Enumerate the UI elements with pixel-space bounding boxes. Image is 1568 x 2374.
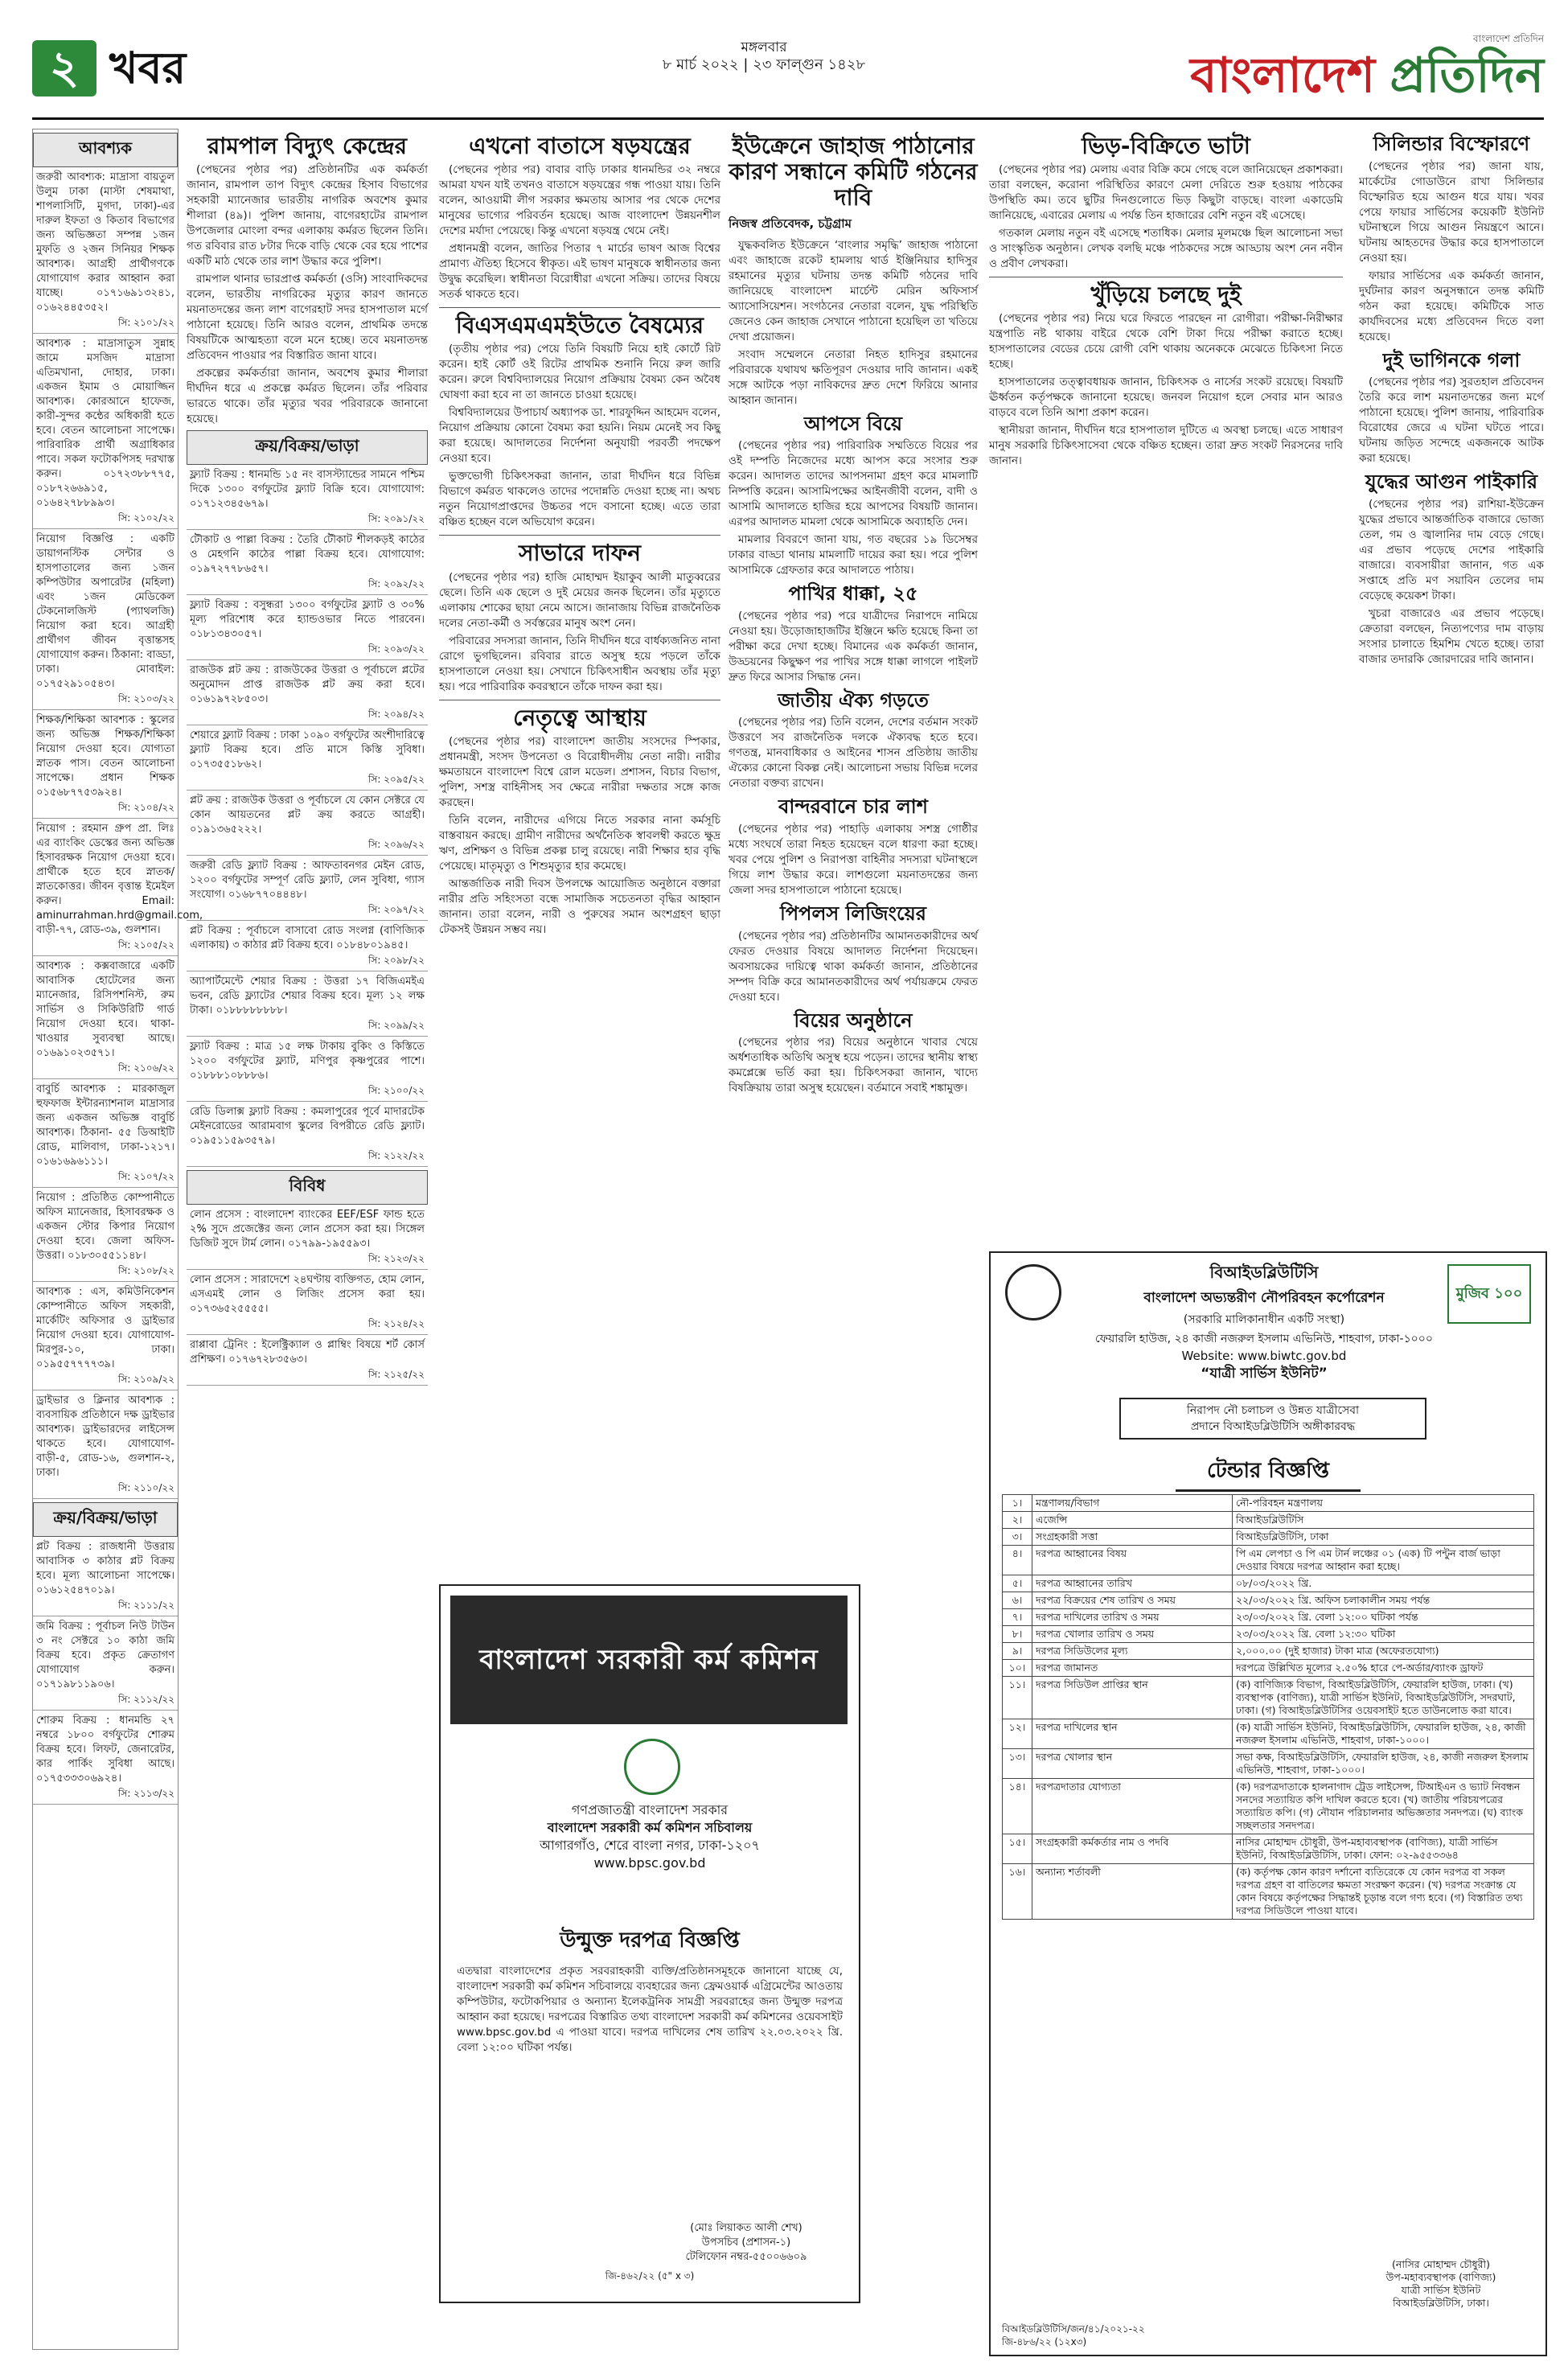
- row-label: অন্যান্য শর্তাবলী: [1032, 1864, 1233, 1920]
- paragraph: স্থানীয়রা জানান, দীর্ঘদিন ধরে হাসপাতাল দুটিতে এ অবস্থা চলছে। এতে সাধারণ মানুষ সরকারি চিকিৎসাসেবা থেকে বঞ্চিত হচ্ছেন। তারা দ্রুত সংকট নিরসনের দাবি জানান।: [989, 424, 1343, 468]
- classified-ad-text: শোরুম বিক্রয় : ধানমন্ডি ২৭ নম্বরে ১৮০০ বর্গফুটের শোরুম বিক্রয় হবে। লিফট, জেনারেটর, কার পার্কিং সুবিধা আছে। ০১৭৫৩৩৩০৬৯২৪।: [36, 1715, 174, 1785]
- story-body: [439, 162, 720, 302]
- classified-ad-code: সি: ২১০০/২২: [367, 1085, 425, 1097]
- page-number: ২: [32, 40, 96, 97]
- classified-ad-text: অ্যাপার্টমেন্টে শেয়ার বিক্রয় : উত্তরা ১৭ বিজিএমইএ ভবন, রেডি ফ্ল্যাটের শেয়ার বিক্রয় হবে। মূল্য ১২ লক্ষ টাকা। ০১৮৮৮৮৮৮৮৮।: [190, 975, 425, 1017]
- org-address: ফেয়ারলি হাউজ, ২৪ কাজী নজরুল ইসলাম এভিনিউ, শাহবাগ, ঢাকা-১০০০: [1095, 1333, 1433, 1345]
- paragraph: (পেছনের পৃষ্ঠার পর) হাজি মোহাম্মদ ইয়াকুব আলী মাতুব্বরের ছেলে। তিনি এক ছেলে ও দুই মেয়ের জনক ছিলেন। তাঁর মৃত্যুতে এলাকায় শোকের ছায়া নেমে আসে। জানাজায় বিভিন্ন রাজনৈতিক দলের নেতা-কর্মী ও সর্বস্তরের মানুষ অংশ নেন।: [439, 570, 720, 630]
- row-value: ২২/০৩/২০২২ খ্রি. অফিস চলাকালীন সময় পর্যন্ত: [1233, 1592, 1534, 1609]
- classified-ad-code: সি: ২০৯৫/২২: [367, 774, 425, 786]
- psc-title: উন্মুক্ত দরপত্র বিজ্ঞপ্তি: [560, 1928, 740, 1953]
- story-body: [187, 162, 428, 427]
- classified-ad-text: রাজউক প্লট ক্রয় : রাজউকের উত্তরা ও পূর্বাচলে প্লটের অনুমোদন প্রাপ্ত রাজউক প্লট ক্রয় করা হবে। ০১৬১৯৭২৮৫০৩।: [190, 664, 425, 706]
- classified-ad: [33, 1191, 178, 1282]
- story-body: [1359, 159, 1544, 345]
- column-4: [729, 129, 978, 1576]
- classifieds-heading-buysell: ক্রয়/বিক্রয়/ভাড়া: [33, 1502, 178, 1537]
- date-label: ৮ মার্চ ২০২২ | ২৩ ফাল্গুন ১৪২৮: [662, 56, 866, 73]
- row-number: ৪।: [1003, 1546, 1032, 1575]
- paragraph: মামলার বিবরণে জানা যায়, গত বছরের ১৯ ডিসেম্বর ঢাকার বাড্ডা থানায় মামলাটি দায়ের করা হয়। পরে পুলিশ আসামিকে গ্রেফতার করে আদালতে পাঠায়।: [729, 533, 978, 577]
- row-label: দরপত্র আহ্বানের বিষয়: [1032, 1546, 1233, 1575]
- classified-ad-text: জরুরী রেডি ফ্ল্যাট বিক্রয় : আফতাবনগর মেইন রোড, ১২০০ বর্গফুটের সম্পূর্ণ রেডি ফ্ল্যাট, লেন সুবিধা, গ্যাস সংযোগ। ০১৬৮৭৭০৪৪৪৮।: [190, 860, 425, 902]
- row-label: মন্ত্রণালয়/বিভাগ: [1032, 1495, 1233, 1512]
- classifieds-list-buysell: [33, 1540, 178, 1805]
- classified-ad-text: জরুরী আবশ্যক: মাদ্রাসা বায়তুল উলুম ঢাকা (মাস্টা শেষমাথা, শাপলাসিটি, মুগদা, ঢাকা)-এর দারুল ইফতা ও কিতাব বিভাগের জন্য অভিজ্ঞতা সম্পন্ন ১জন মুফতি ও ২জন সিনিয়র শিক্ষক আবশ্যক। আগ্রহী প্রার্থীগণকে যোগাযোগ করার আহ্বান করা যাচ্ছে। ০১৭১৬৯১৩২৪১, ০১৬২৪৪৫৩৫২।: [36, 171, 174, 314]
- row-number: ১।: [1003, 1495, 1032, 1512]
- divider: [439, 535, 720, 536]
- row-number: ১১।: [1003, 1677, 1032, 1719]
- tender-row: [1003, 1834, 1534, 1864]
- slogan-box: [1119, 1398, 1426, 1440]
- story-headline: জাতীয় ঐক্য গড়তে: [778, 688, 929, 712]
- story-headline: খুঁড়িয়ে চলছে দুই: [1090, 281, 1242, 309]
- story-headline: দুই ভাগিনকে গলা: [1382, 348, 1521, 372]
- story-headline: ইউক্রেনে জাহাজ পাঠানোর কারণ সন্ধানে কমিটি গঠনের দাবি: [729, 133, 978, 212]
- story-headline: সিলিন্ডার বিস্ফোরণে: [1373, 133, 1530, 155]
- classified-ad: [187, 1040, 428, 1102]
- classifieds-heading-wanted: আবশ্যক: [33, 133, 178, 167]
- buysell-list: [187, 468, 428, 1167]
- row-value: দরপত্রে উল্লিখিত মূল্যের ২.৫০% হারে পে-অর্ডার/ব্যাংক ড্রাফট: [1233, 1660, 1534, 1677]
- story-body: [729, 1035, 978, 1096]
- section-title: খবর: [109, 43, 187, 93]
- tender-row: [1003, 1864, 1534, 1920]
- masthead-part1: বাংলাদেশ: [1190, 47, 1375, 104]
- paragraph: আন্তর্জাতিক নারী দিবস উপলক্ষে আয়োজিত অনুষ্ঠানে বক্তারা নারীর প্রতি সহিংসতা বন্ধে সামাজিক সচেতনতা বৃদ্ধির আহ্বান জানান। তারা বলেন, নারী ও পুরুষের সমান অংশগ্রহণ ছাড়া টেকসই উন্নয়ন সম্ভব নয়।: [439, 877, 720, 936]
- column-5: [989, 129, 1343, 1238]
- biwtc-address: [1063, 1261, 1465, 1386]
- classifieds-column: [32, 129, 203, 2350]
- classified-ad-code: সি: ২০৯৪/২২: [367, 709, 425, 721]
- paragraph: প্রধানমন্ত্রী বলেন, জাতির পিতার ৭ মার্চের ভাষণ আজ বিশ্বের প্রামাণ্য ঐতিহ্য হিসেবে স্বীকৃত। এই ভাষণ মানুষকে স্বাধীনতার জন্য উদ্বুদ্ধ করেছিল। স্বাধীনতা বিরোধীরা এখনো সক্রিয়। তাদের বিষয়ে সতর্ক থাকতে হবে।: [439, 242, 720, 302]
- row-value: (ক) বাণিজ্যিক বিভাগ, বিআইডব্লিউটিসি, ফেয়ারলি হাউজ, ঢাকা। (খ) ব্যবস্থাপক (বাণিজ্য), যাত্রী সার্ভিস ইউনিট, বিআইডব্লিউটিসি, সদরঘাট, ঢাকা। (গ) বিআইডব্লিউটিসির ওয়েবসাইট হতে ডাউনলোড করা যাবে।: [1233, 1677, 1534, 1719]
- classified-ad-text: আবশ্যক : এস, কমিউনিকেশন কোম্পানীতে অফিস সহকারী, মার্কেটিং অফিসার ও ড্রাইভার নিয়োগ দেওয়া হবে। যোগাযোগ- মিরপুর-১০, ঢাকা। ০১৯৫৫৭৭৭৭৩৯।: [36, 1286, 174, 1370]
- row-value: বিআইডব্লিউটিসি: [1233, 1512, 1534, 1529]
- byline: নিজস্ব প্রতিবেদক, চট্টগ্রাম: [729, 216, 852, 231]
- classified-ad: [33, 1714, 178, 1805]
- row-number: ৮।: [1003, 1626, 1032, 1643]
- classified-ad-text: জমি বিক্রয় : পূর্বাচল নিউ টাউন ৩ নং সেক্টরে ১০ কাঠা জমি বিক্রয় হবে। প্রকৃত ক্রেতাগণ যোগাযোগ করুন। ০১৭১৯৮১১৯০৬।: [36, 1620, 174, 1690]
- classified-ad: [187, 1105, 428, 1167]
- sign-title: উপ-মহাব্যবস্থাপক (বাণিজ্য): [1385, 2271, 1496, 2283]
- classified-ad-code: সি: ২১২২/২২: [367, 1150, 425, 1162]
- story-headline: নেতৃত্বে আস্থায়: [513, 704, 646, 731]
- classified-ad: [33, 1394, 178, 1499]
- classified-ad-code: সি: ২১০৬/২২: [117, 1062, 174, 1074]
- classified-ad-code: সি: ২১১৩/২২: [117, 1788, 174, 1799]
- column-6: [1359, 129, 1544, 1238]
- paragraph: (পেছনের পৃষ্ঠার পর) পরে যাত্রীদের নিরাপদে নামিয়ে নেওয়া হয়। উড়োজাহাজটির ইঞ্জিনে ক্ষতি হয়েছে কিনা তা পরীক্ষা করে দেখা হচ্ছে। বিমানের এক কর্মকর্তা জানান, উড্ডয়নের কিছুক্ষণ পর পাখির সঙ্গে ধাক্কা লাগলে পাইলট দ্রুত ফিরে আসার সিদ্ধান্ত নেন।: [729, 609, 978, 684]
- org-sub: (সরকারি মালিকানাধীন একটি সংস্থা): [1183, 1313, 1345, 1326]
- classified-ad-code: সি: ২১১০/২২: [117, 1482, 174, 1493]
- story-headline: আপসে বিয়ে: [803, 412, 903, 435]
- classified-ad-code: সি: ২০৯২/২২: [367, 578, 425, 590]
- classified-ad-code: সি: ২০৯৭/২২: [367, 904, 425, 916]
- paragraph: (পেছনের পৃষ্ঠার পর) বাবার বাড়ি ঢাকার ধানমন্ডির ৩২ নম্বরে আমরা যখন যাই তখনও বাতাসে ষড়যন্ত্রের গন্ধ পাওয়া যায়। তিনি বলেন, আওয়ামী লীগ সরকার ক্ষমতায় আসার পর থেকে দেশের মানুষের ভাগ্যের পরিবর্তন হয়েছে। আজ বাংলাদেশ উন্নয়নশীল দেশের মর্যাদা পেয়েছে। কিন্তু এখনো ষড়যন্ত্র থেমে নেই।: [439, 163, 720, 238]
- paragraph: গতকাল মেলায় নতুন বই এসেছে শতাধিক। মেলার মূলমঞ্চে ছিল আলোচনা সভা ও সাংস্কৃতিক অনুষ্ঠান। লেখক বলছি মঞ্চে পাঠকদের সঙ্গে আড্ডায় অংশ নেন নবীন ও প্রবীণ লেখকরা।: [989, 227, 1343, 271]
- psc-banner: [450, 1596, 848, 1724]
- psc-sign-title: উপসচিব (প্রশাসন-১): [701, 2236, 791, 2249]
- row-label: দরপত্র খোলার স্থান: [1032, 1749, 1233, 1779]
- story-headline: এখনো বাতাসে ষড়যন্ত্রের: [469, 133, 691, 159]
- classified-ad: [33, 1285, 178, 1390]
- classified-ad: [33, 1620, 178, 1711]
- tender-row: [1003, 1719, 1534, 1749]
- sign-unit: যাত্রী সার্ভিস ইউনিট: [1401, 2284, 1481, 2296]
- paragraph: (পেছনের পৃষ্ঠার পর) মেলায় এবার বিক্রি কমে গেছে বলে জানিয়েছেন প্রকাশকরা। তারা বলছেন, করোনা পরিস্থিতির কারণে মেলা দেরিতে শুরু হওয়ায় পাঠকের উপস্থিতি কম। তবে ছুটির দিনগুলোতে ভিড় কিছুটা বাড়ছে। বাংলা একাডেমি জানিয়েছে, এবারের মেলায় এ পর্যন্ত তিন হাজারের বেশি নতুন বই এসেছে।: [989, 163, 1343, 223]
- story-body: [439, 570, 720, 695]
- classified-ad-code: সি: ২১১২/২২: [117, 1694, 174, 1705]
- masthead-part2: প্রতিদিন: [1389, 47, 1544, 104]
- tender-row: [1003, 1512, 1534, 1529]
- slogan-line: প্রদানে বিআইডব্লিউটিসি অঙ্গীকারবদ্ধ: [1190, 1420, 1356, 1433]
- row-label: দরপত্র সিডিউলের মূল্য: [1032, 1643, 1233, 1660]
- paragraph: ফায়ার সার্ভিসের এক কর্মকর্তা জানান, দুর্ঘটনার কারণ অনুসন্ধানে তদন্ত কমিটি গঠন করা হয়েছে। কমিটিকে সাত কার্যদিবসের মধ্যে প্রতিবেদন দিতে বলা হয়েছে।: [1359, 269, 1544, 343]
- story-headline: যুদ্ধের আগুন পাইকারি: [1365, 470, 1538, 494]
- paragraph: বিশ্ববিদ্যালয়ের উপাচার্য অধ্যাপক ডা. শারফুদ্দিন আহমেদ বলেন, নিয়োগ প্রক্রিয়ায় কোনো বৈষম্য করা হয়নি। নিয়ম মেনেই সব কিছু করা হয়েছে। আদালতের নির্দেশনা অনুযায়ী পরবর্তী পদক্ষেপ নেওয়া হবে।: [439, 406, 720, 466]
- paragraph: তিনি বলেন, নারীদের এগিয়ে নিতে সরকার নানা কর্মসূচি বাস্তবায়ন করছে। গ্রামীণ নারীদের অর্থনৈতিক স্বাবলম্বী করতে ক্ষুদ্র ঋণ, প্রশিক্ষণ ও বিভিন্ন প্রকল্প চালু রয়েছে। নারী শিক্ষার হার বৃদ্ধি পেয়েছে। মাতৃমৃত্যু ও শিশুমৃত্যুর হার কমেছে।: [439, 813, 720, 873]
- classified-ad-text: ড্রাইভার ও ক্লিনার আবশ্যক : ব্যবসায়িক প্রতিষ্ঠানে দক্ষ ড্রাইভার আবশ্যক। ড্রাইভারদের লাইসেন্স থাকতে হবে। যোগাযোগ- বাড়ী-৫, রোড-১৬, গুলশান-২, ঢাকা।: [36, 1394, 174, 1479]
- classified-ad: [33, 959, 178, 1079]
- classified-ad: [187, 1208, 428, 1270]
- paragraph: (তৃতীয় পৃষ্ঠার পর) পেয়ে তিনি বিষয়টি নিয়ে হাই কোর্টে রিট করেন। হাই কোর্ট ওই রিটের প্রাথমিক শুনানি নিয়ে রুল জারি করেন। রুলে বিশ্ববিদ্যালয়ের নিয়োগ প্রক্রিয়ায় বৈষম্য কেন অবৈধ ঘোষণা করা হবে না তা জানতে চাওয়া হয়েছে।: [439, 343, 720, 402]
- classified-ad: [33, 337, 178, 529]
- tender-row: [1003, 1592, 1534, 1609]
- tender-row: [1003, 1546, 1534, 1575]
- row-number: ৩।: [1003, 1529, 1032, 1546]
- row-number: ১৩।: [1003, 1749, 1032, 1779]
- row-value: নৌ-পরিবহন মন্ত্রণালয়: [1233, 1495, 1534, 1512]
- story-body: [1359, 375, 1544, 466]
- buysell-heading: ক্রয়/বিক্রয়/ভাড়া: [187, 430, 428, 465]
- paragraph: (পেছনের পৃষ্ঠার পর) বিয়ের অনুষ্ঠানে খাবার খেয়ে অর্ধশতাধিক অতিথি অসুস্থ হয়ে পড়েন। তাদের স্থানীয় স্বাস্থ্য কমপ্লেক্সে ভর্তি করা হয়। চিকিৎসকরা জানান, খাদ্যে বিষক্রিয়ায় তারা অসুস্থ হয়েছেন। বর্তমানে সবাই শঙ্কামুক্ত।: [729, 1036, 978, 1095]
- classified-ad-text: শেয়ারে ফ্ল্যাট বিক্রয় : ঢাকা ১০৯০ বর্গফুটের অংশীদারিত্বে ফ্ল্যাট বিক্রয় হবে। প্রতি মাসে কিস্তি সুবিধা। ০১৭৩৫৫১৮৬২।: [190, 729, 425, 771]
- paragraph: পরিবারের সদস্যরা জানান, তিনি দীর্ঘদিন ধরে বার্ধক্যজনিত নানা রোগে ভুগছিলেন। রবিবার রাতে অসুস্থ হয়ে পড়লে তাঁকে হাসপাতালে নেওয়া হয়। সেখানে চিকিৎসাধীন অবস্থায় তাঁর মৃত্যু হয়। পরে পারিবারিক কবরস্থানে তাঁকে দাফন করা হয়।: [439, 634, 720, 693]
- classified-ad-code: সি: ২১০৯/২২: [117, 1374, 174, 1385]
- classified-ad: [187, 794, 428, 856]
- row-label: দরপত্র দাখিলের তারিখ ও সময়: [1032, 1609, 1233, 1626]
- classified-ad-text: লোন প্রসেস : বাংলাদেশ ব্যাংকের EEF/ESF ফান্ড হতে ২% সুদে প্রজেক্টের জন্য লোন প্রসেস করা হয়। সিঙ্গেল ডিজিট সুদে টার্ম লোন। ০১৭৯৯-১৯৫৫৯৩।: [190, 1209, 425, 1251]
- psc-signature: [650, 2221, 843, 2265]
- tender-row: [1003, 1626, 1534, 1643]
- tender-row: [1003, 1779, 1534, 1834]
- day-label: মঙ্গলবার: [741, 39, 787, 55]
- paragraph: রামপাল থানার ভারপ্রাপ্ত কর্মকর্তা (ওসি) সাংবাদিকদের বলেন, ভারতীয় নাগরিকের মৃত্যুর কারণ জানতে ময়নাতদন্তের জন্য লাশ বাগেরহাট সদর হাসপাতাল মর্গে পাঠানো হয়েছে। তিনি আরও বলেন, প্রাথমিক তদন্তে বিষয়টিকে আত্মহত্যা বলে মনে হচ্ছে। তবে ময়নাতদন্ত প্রতিবেদন পাওয়ার পর বিস্তারিত জানা যাবে।: [187, 273, 428, 363]
- story-headline: পাখির ধাক্কা, ২৫: [788, 582, 918, 606]
- paragraph: (পেছনের পৃষ্ঠার পর) তিনি বলেন, দেশের বর্তমান সংকট উত্তরণে সব রাজনৈতিক দলকে ঐক্যবদ্ধ হতে হবে। গণতন্ত্র, মানবাধিকার ও আইনের শাসন প্রতিষ্ঠায় জাতীয় ঐক্যের কোনো বিকল্প নেই। আলোচনা সভায় বিভিন্ন দলের নেতারা বক্তব্য রাখেন।: [729, 716, 978, 791]
- psc-sign-phone: টেলিফোন নম্বর-৫৫০০৬৬০৯: [685, 2251, 807, 2263]
- classified-ad: [187, 729, 428, 791]
- tender-row: [1003, 1609, 1534, 1626]
- story-body: [729, 822, 978, 898]
- paragraph: ভুক্তভোগী চিকিৎসকরা জানান, তারা দীর্ঘদিন ধরে বিভিন্ন বিভাগে কর্মরত থাকলেও তাদের পদোন্নতি দেওয়া হচ্ছে না। অথচ নতুন নিয়োগপ্রাপ্তদের উচ্চতর পদে বসানো হচ্ছে। এতে তারা বঞ্চিত হচ্ছেন বলে অভিযোগ করেন।: [439, 470, 720, 529]
- tender-signature: [1353, 2258, 1529, 2310]
- classified-ad: [187, 1273, 428, 1335]
- classified-ad-text: টৌকাট ও পাল্লা বিক্রয় : তৈরি টৌকাট শীলকড়ই কাঠের ও মেহগনি কাঠের পাল্লা বিক্রয় হবে। যোগাযোগ: ০১৯৭২৭৭৮৬৫৭।: [190, 534, 425, 576]
- classified-ad-code: সি: ২০৯১/২২: [367, 513, 425, 525]
- paragraph: (পেছনের পৃষ্ঠার পর) নিয়ে ঘরে ফিরতে পারছেন না রোগীরা। পরীক্ষা-নিরীক্ষার যন্ত্রপাতি নষ্ট থাকায় বাইরে থেকে বেশি টাকা দিয়ে পরীক্ষা করাতে হচ্ছে। হাসপাতালের বেডের চেয়ে রোগী বেশি থাকায় অনেককে মেঝেতে চিকিৎসা নিতে হচ্ছে।: [989, 312, 1343, 372]
- story-headline: বান্দরবানে চার লাশ: [778, 795, 928, 819]
- tender-code: [1002, 2323, 1145, 2348]
- psc-address: [457, 1801, 843, 1872]
- tender-row: [1003, 1529, 1534, 1546]
- misc-list: [187, 1208, 428, 1386]
- row-value: সভা কক্ষ, বিআইডব্লিউটিসি, ফেয়ারলি হাউজ, ২৪, কাজী নজরুল ইসলাম এভিনিউ, শাহবাগ, ঢাকা-১০০০।: [1233, 1749, 1534, 1779]
- row-label: এজেন্সি: [1032, 1512, 1233, 1529]
- tender-row: [1003, 1749, 1534, 1779]
- story-headline: রামপাল বিদ্যুৎ কেন্দ্রের: [207, 133, 408, 159]
- tender-row: [1003, 1643, 1534, 1660]
- row-value: ০৮/০৩/২০২২ খ্রি.: [1233, 1575, 1534, 1592]
- row-value: বিআইডব্লিউটিসি, ঢাকা: [1233, 1529, 1534, 1546]
- classified-ad-text: ফ্ল্যাট বিক্রয় : ধানমন্ডি ১৫ নং বাসস্ট্যান্ডের সামনে পশ্চিম দিকে ১৩০০ বর্গফুটের ফ্ল্যাট বিক্রি হবে। যোগাযোগ: ০১৭১২৩৪৫৬৭৯।: [190, 469, 425, 511]
- classified-ad: [187, 859, 428, 921]
- tender-title: টেন্ডার বিজ্ঞপ্তি: [1176, 1454, 1361, 1492]
- row-value: (ক) দরপত্রদাতাকে হালনাগাদ ট্রেড লাইসেন্স, টিআইএন ও ভ্যাট নিবন্ধন সনদের সত্যায়িত কপি দাখিল করতে হবে। (খ) জাতীয় পরিচয়পত্রের সত্যায়িত কপি। (গ) নৌযান পরিচালনার অভিজ্ঞতার সনদপত্র। (ঘ) ব্যাংক সচ্ছলতার সনদপত্র।: [1233, 1779, 1534, 1834]
- row-value: পি এম লেপচা ও পি এম টার্ন লঞ্চের ০১ (এক) টি পন্টুন বার্জ ভাড়া দেওয়ার বিষয়ে দরপত্র আহ্বান করা হচ্ছে।: [1233, 1546, 1534, 1575]
- story-headline: পিপলস লিজিংয়ের: [780, 902, 926, 925]
- classified-ad-code: সি: ২০৯৮/২২: [367, 955, 425, 967]
- classified-ad-code: সি: ২০৯৩/২২: [367, 643, 425, 655]
- classified-ad-text: প্লট বিক্রয় : রাজধানী উত্তরায় আবাসিক ৩ কাঠার প্লট বিক্রয় হবে। মূল্য আলোচনা সাপেক্ষে। ০১৬১২৫৪৭০১৯।: [36, 1541, 174, 1596]
- classified-ad: [33, 532, 178, 710]
- story-body: [989, 311, 1343, 469]
- classified-ad: [33, 822, 203, 956]
- classified-ad: [33, 1540, 178, 1616]
- classified-ad-text: প্লট বিক্রয় : পূর্বাচলে বাসাবো রোড সংলগ্ন (বাণিজ্যিক এলাকায়) ৩ কাঠার প্লট বিক্রয় হবে। ০১৮৪৮০১৯৪৫।: [190, 925, 425, 952]
- classified-ad-text: ফ্ল্যাট বিক্রয় : মাত্র ১৫ লক্ষ টাকায় বুকিং ও কিস্তিতে ১২০০ বর্গফুটের ফ্ল্যাট, মণিপুর কৃষ্ণপুরের পাশে। ০১৮৮৮১০৮৮৮৬।: [190, 1041, 425, 1082]
- story-body: [439, 734, 720, 938]
- classified-ad-code: সি: ২১২৫/২২: [367, 1369, 425, 1381]
- org-website: Website: www.biwtc.gov.bd: [1181, 1349, 1347, 1363]
- classified-ad: [187, 663, 428, 725]
- psc-website: www.bpsc.gov.bd: [593, 1855, 706, 1871]
- paragraph: (পেছনের পৃষ্ঠার পর) প্রতিষ্ঠানটির এক কর্মকর্তা জানান, রামপাল তাপ বিদ্যুৎ কেন্দ্রের হিসাব বিভাগের সহকারী ম্যানেজার ভারতীয় নাগরিক অবশেষ কুমার শীলারা (৪৯)। পুলিশ জানায়, বাগেরহাটের রামপাল উপজেলার মোংলা বন্দর এলাকায় কর্মরত ছিলেন তিনি। গত রবিবার রাত ৮টার দিকে বাড়ি থেকে বের হয়ে পাশের একটি মাঠ থেকে তার লাশ উদ্ধার করে পুলিশ।: [187, 163, 428, 269]
- paragraph: (পেছনের পৃষ্ঠার পর) সুরতহাল প্রতিবেদন তৈরি করে লাশ ময়নাতদন্তের জন্য মর্গে পাঠানো হয়েছে। পুলিশ জানায়, পারিবারিক বিরোধের জেরে এ ঘটনা ঘটতে পারে। ঘটনায় জড়িত সন্দেহে একজনকে আটক করা হয়েছে।: [1359, 376, 1544, 466]
- classified-ad-code: সি: ২০৯৬/২২: [367, 839, 425, 851]
- row-number: ৯।: [1003, 1643, 1032, 1660]
- row-label: দরপত্র সিডিউল প্রাপ্তির স্থান: [1032, 1677, 1233, 1719]
- ship-wheel-icon: [1005, 1264, 1061, 1320]
- sign-org: বিআইডব্লিউটিসি, ঢাকা।: [1393, 2297, 1489, 2309]
- paragraph: (পেছনের পৃষ্ঠার পর) বাংলাদেশ জাতীয় সংসদের স্পিকার, প্রধানমন্ত্রী, সংসদ উপনেতা ও বিরোধীদলীয় নেতা নারী। নারীর ক্ষমতায়নে বাংলাদেশ বিশ্বে রোল মডেল। প্রশাসন, বিচার বিভাগ, পুলিশ, সশস্ত্র বাহিনীসহ সব ক্ষেত্রে নারীরা দক্ষতার সঙ্গে কাজ করছেন।: [439, 734, 720, 809]
- psc-code: জি-৪৬২/২২ (৫" x ৩): [605, 2270, 695, 2282]
- tender-table: [1002, 1494, 1534, 1920]
- story-headline: বিএসএমএমইউতে বৈষম্যের: [455, 312, 704, 339]
- tender-row: [1003, 1575, 1534, 1592]
- classified-ad-code: সি: ২১০৪/২২: [117, 802, 174, 813]
- divider: [439, 307, 720, 308]
- row-number: ১৬।: [1003, 1864, 1032, 1920]
- classified-ad-code: সি: ২১০৫/২২: [117, 939, 174, 951]
- header-rule: [32, 117, 1544, 120]
- classified-ad: [187, 468, 428, 530]
- classified-ad-code: সি: ২১২৪/২২: [367, 1318, 425, 1330]
- psc-banner-text: বাংলাদেশ সরকারী কর্ম কমিশন: [479, 1644, 819, 1676]
- classified-ad-text: লোন প্রসেস : সারাদেশে ২৪ঘণ্টায় ব্যক্তিগত, হোম লোন, এসএমই লোন ও লিজিং প্রসেস করা হয়। ০১৭৩৬৫২৫৫৫৫।: [190, 1274, 425, 1316]
- psc-tender-notice: [439, 1584, 860, 2303]
- classifieds-list-wanted: [33, 170, 203, 1499]
- paragraph: (পেছনের পৃষ্ঠার পর) রাশিয়া-ইউক্রেন যুদ্ধের প্রভাবে আন্তর্জাতিক বাজারে ভোজ্য তেল, গম ও জ্বালানির দাম বেড়ে গেছে। এর প্রভাব পড়েছে দেশের পাইকারি বাজারে। ব্যবসায়ীরা জানান, গত এক সপ্তাহে প্রতি মণ সয়াবিন তেলের দাম বেড়েছে কয়েকশ টাকা।: [1359, 497, 1544, 602]
- mujib-100-logo: মুজিব ১০০: [1447, 1264, 1531, 1324]
- classified-ad-code: সি: ২১০৭/২২: [117, 1171, 174, 1182]
- row-label: দরপত্র বিক্রয়ের শেষ তারিখ ও সময়: [1032, 1592, 1233, 1609]
- classified-ad-text: রাপ্পাবা ট্রেনিং : ইলেক্ট্রিক্যাল ও প্লাম্বিং বিষয়ে শর্ট কোর্স প্রশিক্ষণ। ০১৭৬৭২৮৩৫৬৩।: [190, 1339, 425, 1366]
- story-headline: বিয়ের অনুষ্ঠানে: [794, 1008, 913, 1032]
- row-number: ৭।: [1003, 1609, 1032, 1626]
- paragraph: (পেছনের পৃষ্ঠার পর) পারিবারিক সম্মতিতে বিয়ের পর ওই দম্পতি নিজেদের মধ্যে আপস করে সংসার শুরু করেন। আদালত তাদের আপসনামা গ্রহণ করে মামলাটি নিষ্পত্তি করেন। আসামিপক্ষের আইনজীবী বলেন, বাদী ও আসামি আদালতে হাজির হয়ে আপসের বিষয়টি জানান। এরপর আদালত মামলা থেকে আসামিকে অব্যাহতি দেন।: [729, 439, 978, 529]
- row-number: ১২।: [1003, 1719, 1032, 1749]
- story-body: [1359, 497, 1544, 667]
- biwtc-tender-notice: [989, 1251, 1547, 2356]
- classified-ad-text: রেডি ডিলাক্স ফ্ল্যাট বিক্রয় : কমলাপুরের পূর্বে মাদারটেক মেইনরোডের আরামবাগ স্কুলের বিপরীতে রেডি ফ্ল্যাট। ০১৯৫১১৫৯৩৫৭৯।: [190, 1106, 425, 1148]
- row-number: ৬।: [1003, 1592, 1032, 1609]
- row-value: নাসির মোহাম্মদ চৌধুরী, উপ-মহাব্যবস্থাপক (বাণিজ্য), যাত্রী সার্ভিস ইউনিট, বিআইডব্লিউটিসি, ঢাকা। ফোন: ০২-৯৫৫৩৩৬৪: [1233, 1834, 1534, 1864]
- story-body: [439, 342, 720, 530]
- classified-ad-text: প্লট ক্রয় : রাজউক উত্তরা ও পূর্বাচলে যে কোন সেক্টরে যে কোন আয়তনের প্লট ক্রয় করতে আগ্রহী। ০১৯১৩৬৫২২২।: [190, 795, 425, 836]
- classified-ad-code: সি: ২১২৩/২২: [367, 1253, 425, 1265]
- paragraph: (পেছনের পৃষ্ঠার পর) পাহাড়ি এলাকায় সশস্ত্র গোষ্ঠীর মধ্যে সংঘর্ষে তারা নিহত হয়েছেন বলে ধারণা করা হচ্ছে। খবর পেয়ে পুলিশ ও নিরাপত্তা বাহিনীর সদস্যরা ঘটনাস্থলে গিয়ে লাশ উদ্ধার করে। লাশগুলো ময়নাতদন্তের জন্য জেলা সদর হাসপাতালে পাঠানো হয়েছে।: [729, 822, 978, 897]
- classified-ad-code: সি: ২০৯৯/২২: [367, 1020, 425, 1032]
- psc-line: আগারগাঁও, শেরে বাংলা নগর, ঢাকা-১২০৭: [540, 1838, 760, 1853]
- column-3: [439, 129, 720, 1576]
- tender-row: [1003, 1660, 1534, 1677]
- classified-ad-text: বাবুর্চি আবশ্যক : মারকাজুল হুফফাজ ইন্টারন্যাশনাল মাদ্রাসার জন্য একজন অভিজ্ঞ বাবুর্চি আবশ্যক। ঠিকানা- ৫৫ ডিআইটি রোড, মালিবাগ, ঢাকা-১২১৭। ০১৬১৬৯৬১১১।: [36, 1083, 174, 1168]
- classified-ad: [187, 975, 428, 1037]
- classified-ad: [33, 1082, 178, 1188]
- classified-ad-code: সি: ২১০৮/২২: [117, 1265, 174, 1276]
- row-label: দরপত্র আহ্বানের তারিখ: [1032, 1575, 1233, 1592]
- classified-ad-text: শিক্ষক/শিক্ষিকা আবশ্যক : স্কুলের জন্য অভিজ্ঞ শিক্ষক/শিক্ষিকা নিয়োগ দেওয়া হবে। যোগ্যতা স্নাতক পাস। বেতন আলোচনা সাপেক্ষে। প্রধান শিক্ষক ০১৫৬৮৭৭৫৩৯২৪।: [36, 714, 174, 799]
- classified-ad-code: সি: ২১০৩/২২: [117, 693, 174, 704]
- story-headline: সাভারে দাফন: [518, 540, 641, 567]
- row-value: ২৩/০৩/২০২২ খ্রি. বেলা ১২:০০ ঘটিকা পর্যন্ত: [1233, 1609, 1534, 1626]
- row-value: (ক) যাত্রী সার্ভিস ইউনিট, বিআইডব্লিউটিসি, ফেয়ারলি হাউজ, ২৪, কাজী নজরুল ইসলাম এভিনিউ, শাহবাগ, ঢাকা-১০০০।: [1233, 1719, 1534, 1749]
- org-full: বাংলাদেশ অভ্যন্তরীণ নৌপরিবহন কর্পোরেশন: [1143, 1290, 1385, 1306]
- classified-ad-text: আবশ্যক : কক্সবাজারে একটি আবাসিক হোটেলের জন্য ম্যানেজার, রিসিপশনিস্ট, রুম সার্ভিস ও সিকিউরিটি গার্ড নিয়োগ দেওয়া হবে। থাকা-খাওয়ার সুব্যবস্থা আছে। ০১৬৯১০২৩৫৭১।: [36, 960, 174, 1059]
- story-body: [729, 238, 978, 409]
- paragraph: খুচরা বাজারেও এর প্রভাব পড়েছে। ক্রেতারা বলছেন, নিত্যপণ্যের দাম বাড়ায় সংসার চালাতে হিমশিম খেতে হচ্ছে। তারা বাজার তদারকি জোরদারের দাবি জানান।: [1359, 606, 1544, 666]
- row-label: দরপত্রদাতার যোগ্যতা: [1032, 1779, 1233, 1834]
- row-label: দরপত্র জামানত: [1032, 1660, 1233, 1677]
- story-body: [989, 162, 1343, 272]
- tender-ref: বিআইডব্লিউটিসি/জন/৪১/২০২১-২২: [1002, 2323, 1145, 2335]
- classified-ad-text: নিয়োগ : রহমান গ্রুপ প্রা. লিঃ এর ব্যাংকিং ডেস্কের জন্য অভিজ্ঞ হিসাবরক্ষক নিয়োগ দেওয়া হবে। প্রার্থীকে হতে হবে স্নাতক/স্নাতকোত্তর। জীবন বৃত্তান্ত ইমেইল করুন। Email: aminurrahman.hrd@gmail.com, বাড়ী-৭৭, রোড-৩৯, গুলশান।: [36, 823, 203, 936]
- row-value: ২,০০০.০০ (দুই হাজার) টাকা মাত্র (অফেরতযোগ্য): [1233, 1643, 1534, 1660]
- row-label: সংগ্রহকারী কর্মকর্তার নাম ও পদবি: [1032, 1834, 1233, 1864]
- tender-row: [1003, 1495, 1534, 1512]
- paragraph: প্রকল্পের কর্মকর্তারা জানান, অবশেষ কুমার শীলারা দীর্ঘদিন ধরে এ প্রকল্পে কর্মরত ছিলেন। তাঁর পরিবার ভারতে থাকে। তাঁর মৃত্যুর খবর পরিবারকে জানানো হয়েছে।: [187, 367, 428, 426]
- row-label: সংগ্রহকারী সত্তা: [1032, 1529, 1233, 1546]
- classified-ad-code: সি: ২১০২/২২: [117, 512, 174, 524]
- page-header: [32, 32, 1544, 113]
- masthead-tagline: বাংলাদেশ প্রতিদিন: [1472, 33, 1544, 44]
- slogan-line: নিরাপদ নৌ চলাচল ও উন্নত যাত্রীসেবা: [1186, 1404, 1360, 1417]
- row-value: ২৩/০৩/২০২২ খ্রি. বেলা ১২:৩০ ঘটিকা: [1233, 1626, 1534, 1643]
- row-number: ৫।: [1003, 1575, 1032, 1592]
- story-body: [729, 929, 978, 1005]
- tender-row: [1003, 1677, 1534, 1719]
- paragraph: হাসপাতালের তত্ত্বাবধায়ক জানান, চিকিৎসক ও নার্সের সংকট রয়েছে। বিষয়টি ঊর্ধ্বতন কর্তৃপক্ষকে জানানো হয়েছে। জনবল নিয়োগ হলে সেবার মান আরও বাড়বে বলে তিনি আশা প্রকাশ করেন।: [989, 376, 1343, 420]
- story-body: [729, 438, 978, 578]
- row-number: ১৪।: [1003, 1779, 1032, 1834]
- psc-body: এতদ্বারা বাংলাদেশের প্রকৃত সরবরাহকারী ব্যক্তি/প্রতিষ্ঠানসমূহকে জানানো যাচ্ছে যে, বাংলাদেশ সরকারী কর্ম কমিশন সচিবালয়ে ব্যবহারের জন্য ফ্রেমওয়ার্ক এগ্রিমেন্টের আওতায় কম্পিউটার, ফটোকপিয়ার ও অন্যান্য ইলেকট্রনিক সামগ্রী সরবরাহের জন্য উন্মুক্ত দরপত্র আহ্বান করা হয়েছে। দরপত্রের বিস্তারিত তথ্য বাংলাদেশ সরকারী কর্ম কমিশনের ওয়েবসাইট www.bpsc.gov.bd এ পাওয়া যাবে। দরপত্র দাখিলের শেষ তারিখ ২২.০৩.২০২২ খ্রি. বেলা ১২:০০ ঘটিকা পর্যন্ত।: [457, 1965, 843, 2054]
- dateline: [482, 39, 1045, 74]
- classified-ad-code: সি: ২১১১/২২: [117, 1600, 174, 1611]
- classified-ad-text: ফ্ল্যাট বিক্রয় : বসুন্ধরা ১৩০০ বর্গফুটের ফ্ল্যাট ও ৩০% মূল্য পরিশোধ করে হ্যান্ডওভার নিতে পারবেন। ০১৮১৩৪৩০৫৭।: [190, 599, 425, 641]
- psc-line: বাংলাদেশ সরকারী কর্ম কমিশন সচিবালয়: [547, 1820, 753, 1835]
- org-short: বিআইডব্লিউটিসি: [1209, 1263, 1319, 1282]
- column-2: [187, 129, 428, 2348]
- story-body: [729, 609, 978, 685]
- classified-ad-code: সি: ২১০১/২২: [117, 317, 174, 328]
- row-label: দরপত্র দাখিলের স্থান: [1032, 1719, 1233, 1749]
- ad-code: জি-৪৮৬/২২ (১২x৩): [1002, 2336, 1087, 2347]
- row-value: (ক) কর্তৃপক্ষ কোন কারণ দর্শানো ব্যতিরেকে যে কোন দরপত্র বা সকল দরপত্র গ্রহণ বা বাতিলের ক্ষমতা সংরক্ষণ করেন। (খ) দরপত্র সংক্রান্ত যে কোন বিষয়ে কর্তৃপক্ষের সিদ্ধান্তই চূড়ান্ত বলে গণ্য হবে। (গ) বিস্তারিত তথ্য দরপত্র সিডিউলে পাওয়া যাবে।: [1233, 1864, 1534, 1920]
- classified-ad-text: নিয়োগ : প্রতিষ্ঠিত কোম্পানীতে অফিস ম্যানেজার, হিসাবরক্ষক ও একজন স্টোর কিপার নিয়োগ দেওয়া হবে। জেলা অফিস-উত্তরা। ০১৮৩০৫৫১১৪৮।: [36, 1192, 174, 1262]
- classified-ad: [187, 533, 428, 595]
- story-headline: ভিড়-বিক্রিতে ভাটা: [1082, 133, 1250, 159]
- classified-ad: [33, 170, 178, 334]
- classified-ad: [187, 1338, 428, 1386]
- sign-name: (নাসির মোহাম্মদ চৌধুরী): [1391, 2258, 1491, 2270]
- row-number: ১০।: [1003, 1660, 1032, 1677]
- psc-sign-name: (মোঃ লিয়াকত আলী শেখ): [690, 2222, 802, 2234]
- classified-ad-text: আবশ্যক : মাদ্রাসাতুস সুন্নাহ জামে মসজিদ মাদ্রাসা এতিমখানা, দোহার, ঢাকা। একজন ইমাম ও মোয়াজ্জিন আবশ্যক। কোরআনে হাফেজ, কারী-সুন্দর কন্ঠের অধিকারী হতে হবে। বেতন আলোচনা সাপেক্ষে। পারিবারিক প্রার্থী অগ্রাধিকার পাবে। সকল ফটোকপিসহ দরখাস্ত করুন। ০১৭২৩৮৮৭৭৫, ০১৮৭২৬৬৯১৫, ০১৬৪২৭৮৮৯৯৩।: [36, 338, 174, 509]
- masthead-logo: [1142, 32, 1544, 106]
- paragraph: (পেছনের পৃষ্ঠার পর) প্রতিষ্ঠানটির আমানতকারীদের অর্থ ফেরত দেওয়ার বিষয়ে আদালত নির্দেশনা দিয়েছেন। অবসায়কের দায়িত্বে থাকা কর্মকর্তা জানান, প্রতিষ্ঠানের সম্পদ বিক্রি করে আমানতকারীদের অর্থ পর্যায়ক্রমে ফেরত দেওয়া হবে।: [729, 929, 978, 1004]
- paragraph: যুদ্ধকবলিত ইউক্রেনে ‘বাংলার সমৃদ্ধি’ জাহাজ পাঠানো এবং জাহাজে রকেট হামলায় থার্ড ইঞ্জিনিয়ার হাদিসুর রহমানের মৃত্যুর ঘটনায় তদন্ত কমিটি গঠনের দাবি জানিয়েছে বাংলাদেশ মার্চেন্ট মেরিন অফিসার্স অ্যাসোসিয়েশন। সংগঠনের নেতারা বলেন, যুদ্ধ পরিস্থিতি জেনেও কেন জাহাজ সেখানে পাঠানো হয়েছিল তা খতিয়ে দেখা প্রয়োজন।: [729, 238, 978, 343]
- misc-heading: বিবিধ: [187, 1170, 428, 1205]
- row-number: ২।: [1003, 1512, 1032, 1529]
- classified-ad-text: নিয়োগ বিজ্ঞপ্তি : একটি ডায়াগনস্টিক সেন্টার ও হাসপাতালের জন্য ১জন কম্পিউটার অপারেটর (মহিলা) এবং ১জন মেডিকেল টেকনোলজিস্ট (প্যাথলজি) নিয়োগ করা হবে। আগ্রহী প্রার্থীগণ জীবন বৃত্তান্তসহ যোগাযোগ করুন। ঠিকানা: বাড্ডা, ঢাকা। মোবাইল: ০১৭৫২৯১০৫৪৩।: [36, 533, 174, 690]
- psc-line: গণপ্রজাতন্ত্রী বাংলাদেশ সরকার: [571, 1802, 729, 1817]
- govt-emblem-icon: [624, 1739, 680, 1795]
- row-number: ১৫।: [1003, 1834, 1032, 1864]
- classified-ad: [187, 598, 428, 660]
- row-label: দরপত্র খোলার তারিখ ও সময়: [1032, 1626, 1233, 1643]
- paragraph: সংবাদ সম্মেলনে নেতারা নিহত হাদিসুর রহমানের পরিবারকে যথাযথ ক্ষতিপূরণ দেওয়ার দাবি জানান। একই সঙ্গে আটকে পড়া নাবিকদের দ্রুত দেশে ফিরিয়ে আনার আহ্বান জানান।: [729, 347, 978, 407]
- story-body: [729, 715, 978, 791]
- classified-ad: [187, 924, 428, 971]
- paragraph: (পেছনের পৃষ্ঠার পর) জানা যায়, মার্কেটের গোডাউনে রাখা সিলিন্ডার বিস্ফোরিত হয়ে আগুন ধরে যায়। খবর পেয়ে ফায়ার সার্ভিসের কয়েকটি ইউনিট ঘটনাস্থলে গিয়ে আগুন নিয়ন্ত্রণে আনে। ঘটনায় আহতদের উদ্ধার করে হাসপাতালে নেওয়া হয়।: [1359, 159, 1544, 265]
- unit-name: “যাত্রী সার্ভিস ইউনিট”: [1201, 1366, 1328, 1382]
- classified-ad: [33, 713, 178, 819]
